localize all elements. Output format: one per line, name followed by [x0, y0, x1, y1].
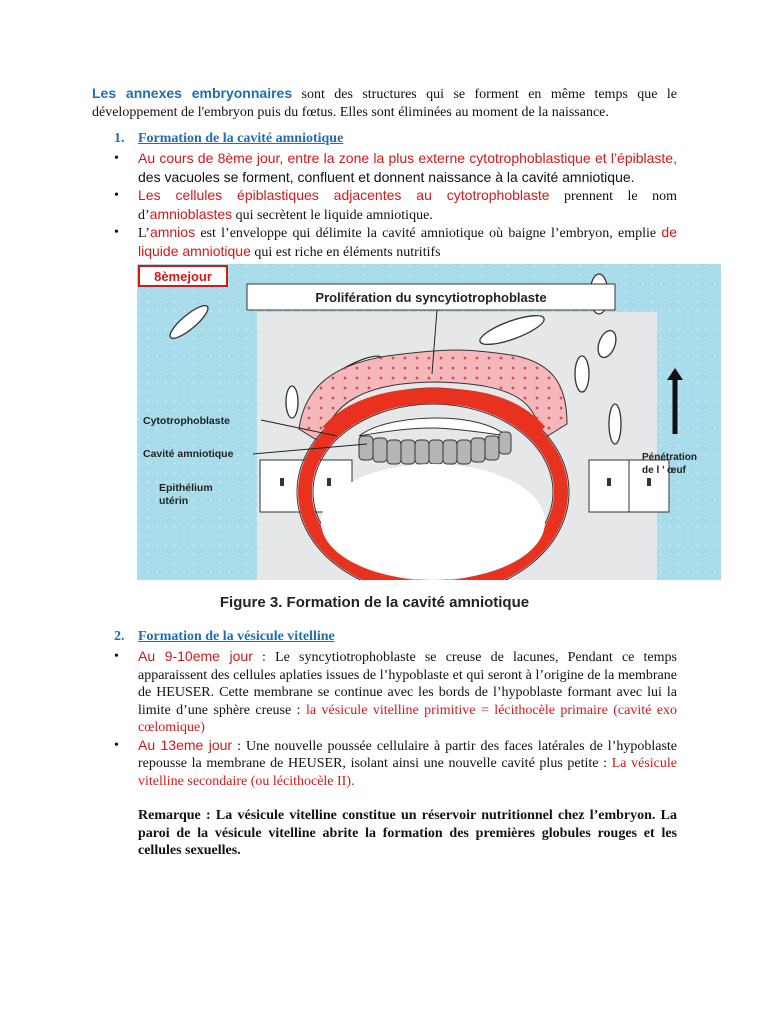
label-amniotic-cavity: Cavité amniotique: [143, 448, 234, 460]
section-2-heading: [92, 628, 677, 646]
label-cytotrophoblast: Cytotrophoblaste: [143, 415, 230, 427]
remark-paragraph: Remarque : La vésicule vitelline constitue un réservoir nutritionnel chez l’embryon. La paroi de la vésicule vitelline abrite la formation des premières globules rouges et les cellules sexuelles.: [138, 808, 677, 858]
intro-lead: Les annexes embryonnaires: [92, 85, 293, 101]
figure-caption: Figure 3. Formation de la cavité amniotique: [219, 594, 530, 611]
section-2-list: [92, 648, 677, 790]
label-epithelium-1: Epithélium: [159, 482, 213, 494]
top-label: Prolifération du syncytiotrophoblaste: [315, 290, 547, 305]
section-2: [92, 628, 677, 860]
section-1-number: 1.: [114, 131, 125, 146]
intro-text: sont des structures qui se forment en même temps que le développement de l'embryon puis du fœtus. Elles sont éliminées au moment de la naissance.: [92, 87, 678, 120]
list-item: • Les cellules épiblastiques adjacentes au cytotrophoblaste prennent le nom d’amnioblastes qui secrètent le liquide amniotique.: [114, 187, 677, 223]
amniotic-cavity-figure: [137, 264, 721, 580]
list-item: • Au 13eme jour : Une nouvelle poussée cellulaire à partir des faces latérales de l’hypoblaste repousse la membrane de HEUSER, isolant ainsi une nouvelle cavité plus petite : La vésicule vitelline secondaire (ou lécithocèle II).: [114, 736, 677, 789]
section-1-title: Formation de la cavité amniotique: [138, 131, 344, 146]
section-2-title: Formation de la vésicule vitelline: [138, 629, 335, 644]
label-penetration-1: Pénétration: [642, 452, 698, 463]
list-item: • L’amnios est l’enveloppe qui délimite la cavité amniotique où baigne l’embryon, emplie de liquide amniotique qui est riche en éléments nutritifs: [114, 224, 677, 260]
section-1-heading: [92, 130, 677, 148]
label-epithelium-2: utérin: [159, 495, 189, 507]
label-penetration-2: de l ’ œuf: [642, 465, 686, 476]
day-label: 8èmejour: [154, 269, 212, 284]
list-item: • Au 9-10eme jour : Le syncytiotrophoblaste se creuse de lacunes, Pendant ce temps apparaissent des cellules aplaties issues de l’hypoblaste et qui seront à l’origine de la membrane de HEUSER. Cette membrane se continue avec les bords de l’hypoblaste formant avec lui la limite d’une sphère creuse : la vésicule vitelline primitive = lécithocèle primaire (cavité exo cœlomique): [114, 648, 678, 735]
bullet-icon: •: [114, 225, 119, 240]
section-1-list: [92, 150, 677, 261]
list-item: • Au cours de 8ème jour, entre la zone la plus externe cytotrophoblastique et l’épiblaste, des vacuoles se forment, confluent et donnent naissance à la cavité amniotique.: [114, 150, 677, 185]
bullet-icon: •: [114, 151, 119, 166]
bullet-icon: •: [114, 737, 119, 753]
bullet-icon: •: [114, 188, 119, 203]
blastocyst-cavity: [321, 464, 545, 580]
page-content: [92, 85, 677, 261]
bullet-icon: •: [114, 649, 119, 664]
intro-paragraph: [92, 85, 677, 121]
section-2-number: 2.: [114, 629, 125, 644]
